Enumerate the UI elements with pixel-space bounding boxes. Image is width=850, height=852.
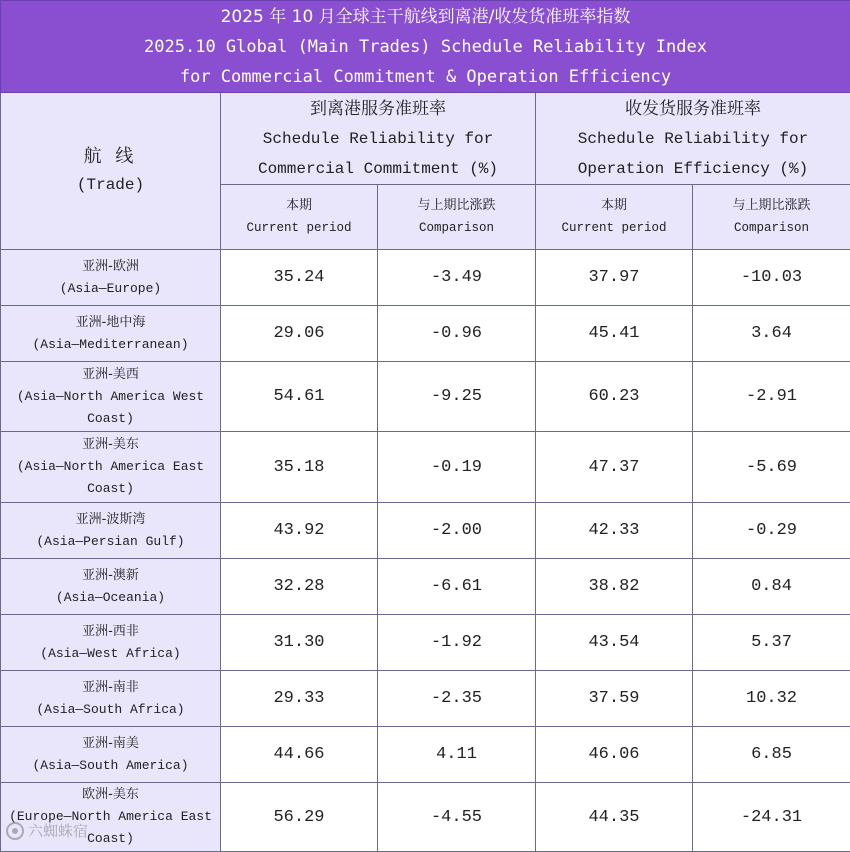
oe-comparison-cell: -2.91 bbox=[693, 362, 850, 432]
cc-comparison-cell: -4.55 bbox=[378, 783, 536, 852]
oe-comparison-cell: 5.37 bbox=[693, 615, 850, 671]
oe-current-cell: 45.41 bbox=[536, 306, 693, 362]
trade-name-cn: 亚洲-西非 bbox=[1, 621, 220, 643]
cc-current-cell: 29.06 bbox=[221, 306, 378, 362]
oe-current-cell: 43.54 bbox=[536, 615, 693, 671]
trade-cell bbox=[1, 362, 221, 432]
trade-cell bbox=[1, 671, 221, 727]
trade-header-en: (Trade) bbox=[1, 171, 220, 199]
trade-name-cn: 亚洲-美东 bbox=[1, 434, 220, 456]
trade-name-en: (Asia—Mediterranean) bbox=[1, 334, 220, 356]
trade-name-en: (Asia—North America West Coast) bbox=[1, 386, 220, 430]
title-line-en-2: for Commercial Commitment & Operation Efficiency bbox=[1, 62, 850, 92]
oe-current-header bbox=[536, 185, 693, 250]
oe-current-cell: 46.06 bbox=[536, 727, 693, 783]
title-line-cn: 2025 年 10 月全球主干航线到离港/收发货准班率指数 bbox=[1, 2, 850, 32]
table-row bbox=[1, 615, 850, 671]
oe-comparison-header bbox=[693, 185, 850, 250]
trade-name-en: (Asia—Oceania) bbox=[1, 587, 220, 609]
cc-comparison-cell: -2.00 bbox=[378, 503, 536, 559]
trade-cell bbox=[1, 727, 221, 783]
oe-comparison-cell: -24.31 bbox=[693, 783, 850, 852]
cc-current-cell: 32.28 bbox=[221, 559, 378, 615]
trade-name-cn: 亚洲-南非 bbox=[1, 677, 220, 699]
cc-current-cell: 44.66 bbox=[221, 727, 378, 783]
trade-name-cn: 亚洲-南美 bbox=[1, 733, 220, 755]
table-row bbox=[1, 727, 850, 783]
group1-header-en-1: Schedule Reliability for bbox=[221, 124, 535, 154]
oe-comparison-header-en: Comparison bbox=[693, 217, 850, 239]
oe-current-header-en: Current period bbox=[536, 217, 692, 239]
trade-name-cn: 亚洲-澳新 bbox=[1, 565, 220, 587]
title-line-en-1: 2025.10 Global (Main Trades) Schedule Reliability Index bbox=[1, 32, 850, 62]
table-row bbox=[1, 783, 850, 852]
cc-comparison-cell: -0.19 bbox=[378, 432, 536, 503]
cc-current-cell: 43.92 bbox=[221, 503, 378, 559]
trade-header-cn: 航 线 bbox=[1, 143, 220, 171]
trade-name-en: (Europe—North America East Coast) bbox=[1, 806, 220, 850]
table-row bbox=[1, 306, 850, 362]
table-row bbox=[1, 432, 850, 503]
oe-current-cell: 44.35 bbox=[536, 783, 693, 852]
cc-comparison-cell: -1.92 bbox=[378, 615, 536, 671]
cc-comparison-header-en: Comparison bbox=[378, 217, 535, 239]
oe-comparison-cell: 3.64 bbox=[693, 306, 850, 362]
trade-column-header bbox=[1, 93, 221, 250]
cc-current-header-en: Current period bbox=[221, 217, 377, 239]
table-row bbox=[1, 250, 850, 306]
trade-name-en: (Asia—North America East Coast) bbox=[1, 456, 220, 500]
group1-header-en-2: Commercial Commitment (%) bbox=[221, 154, 535, 184]
group2-header-en-2: Operation Efficiency (%) bbox=[536, 154, 850, 184]
table-row bbox=[1, 671, 850, 727]
cc-current-header-cn: 本期 bbox=[221, 195, 377, 217]
table-title bbox=[1, 1, 850, 93]
trade-cell bbox=[1, 559, 221, 615]
cc-comparison-cell: -2.35 bbox=[378, 671, 536, 727]
oe-current-cell: 47.37 bbox=[536, 432, 693, 503]
oe-current-cell: 37.97 bbox=[536, 250, 693, 306]
trade-name-cn: 亚洲-波斯湾 bbox=[1, 509, 220, 531]
cc-comparison-cell: 4.11 bbox=[378, 727, 536, 783]
cc-current-cell: 35.18 bbox=[221, 432, 378, 503]
trade-name-en: (Asia—Persian Gulf) bbox=[1, 531, 220, 553]
oe-comparison-cell: 6.85 bbox=[693, 727, 850, 783]
cc-current-cell: 35.24 bbox=[221, 250, 378, 306]
trade-name-en: (Asia—Europe) bbox=[1, 278, 220, 300]
trade-name-en: (Asia—South Africa) bbox=[1, 699, 220, 721]
trade-cell bbox=[1, 503, 221, 559]
cc-current-header bbox=[221, 185, 378, 250]
oe-current-cell: 42.33 bbox=[536, 503, 693, 559]
oe-comparison-cell: 10.32 bbox=[693, 671, 850, 727]
table-row bbox=[1, 559, 850, 615]
trade-cell bbox=[1, 306, 221, 362]
operation-efficiency-header bbox=[536, 93, 850, 185]
cc-comparison-header-cn: 与上期比涨跌 bbox=[378, 195, 535, 217]
oe-current-cell: 37.59 bbox=[536, 671, 693, 727]
trade-name-cn: 亚洲-美西 bbox=[1, 364, 220, 386]
trade-cell bbox=[1, 432, 221, 503]
trade-cell bbox=[1, 250, 221, 306]
title-row bbox=[1, 1, 850, 93]
trade-cell bbox=[1, 615, 221, 671]
trade-name-en: (Asia—South America) bbox=[1, 755, 220, 777]
group2-header-cn: 收发货服务准班率 bbox=[536, 94, 850, 124]
trade-name-en: (Asia—West Africa) bbox=[1, 643, 220, 665]
trade-cell bbox=[1, 783, 221, 852]
table-row bbox=[1, 362, 850, 432]
commercial-commitment-header bbox=[221, 93, 536, 185]
group2-header-en-1: Schedule Reliability for bbox=[536, 124, 850, 154]
cc-comparison-cell: -6.61 bbox=[378, 559, 536, 615]
cc-current-cell: 29.33 bbox=[221, 671, 378, 727]
oe-comparison-header-cn: 与上期比涨跌 bbox=[693, 195, 850, 217]
oe-comparison-cell: -5.69 bbox=[693, 432, 850, 503]
cc-comparison-cell: -3.49 bbox=[378, 250, 536, 306]
oe-current-cell: 38.82 bbox=[536, 559, 693, 615]
oe-comparison-cell: -0.29 bbox=[693, 503, 850, 559]
cc-comparison-cell: -0.96 bbox=[378, 306, 536, 362]
group1-header-cn: 到离港服务准班率 bbox=[221, 94, 535, 124]
oe-comparison-cell: 0.84 bbox=[693, 559, 850, 615]
watermark-text: 六蜘蛛宿 bbox=[28, 820, 88, 841]
trade-name-cn: 欧洲-美东 bbox=[1, 784, 220, 806]
trade-name-cn: 亚洲-欧洲 bbox=[1, 256, 220, 278]
header-row-groups bbox=[1, 93, 850, 185]
table-row bbox=[1, 503, 850, 559]
cc-current-cell: 31.30 bbox=[221, 615, 378, 671]
cc-current-cell: 54.61 bbox=[221, 362, 378, 432]
cc-comparison-header bbox=[378, 185, 536, 250]
trade-name-cn: 亚洲-地中海 bbox=[1, 312, 220, 334]
oe-current-header-cn: 本期 bbox=[536, 195, 692, 217]
cc-comparison-cell: -9.25 bbox=[378, 362, 536, 432]
oe-current-cell: 60.23 bbox=[536, 362, 693, 432]
cc-current-cell: 56.29 bbox=[221, 783, 378, 852]
oe-comparison-cell: -10.03 bbox=[693, 250, 850, 306]
